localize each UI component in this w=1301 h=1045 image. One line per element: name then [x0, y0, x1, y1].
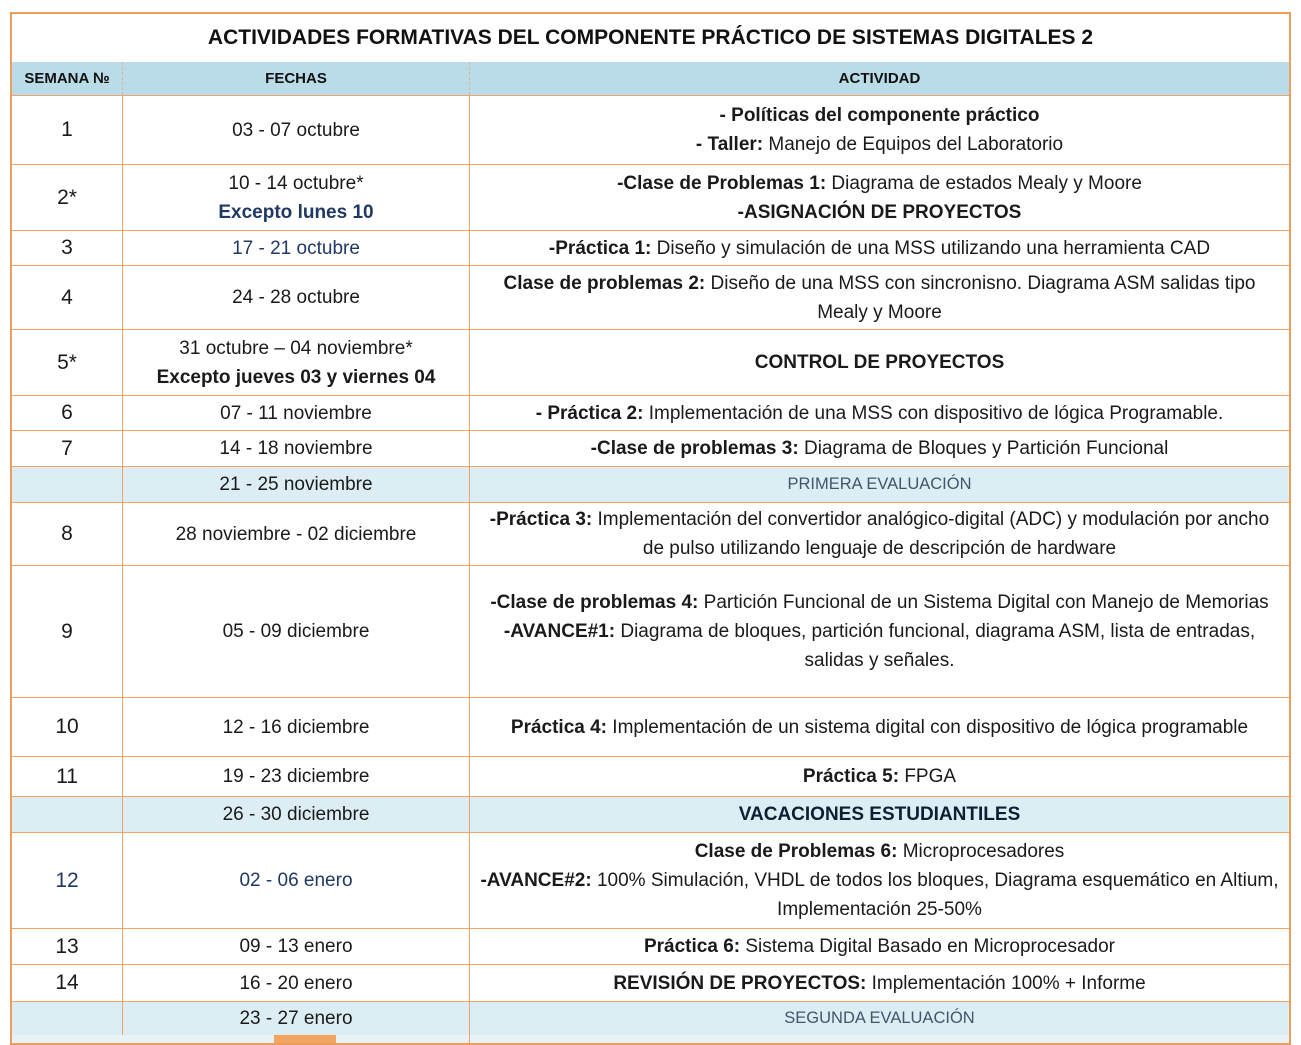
dates-cell: [122, 757, 469, 796]
table-row: [12, 164, 1289, 230]
text-segment: -ASIGNACIÓN DE PROYECTOS: [737, 201, 1022, 223]
activity-line: [695, 837, 1065, 866]
text-segment: Diseño y simulación de una MSS utilizando una herramienta CAD: [651, 237, 1211, 259]
date-line: 24 - 28 octubre: [232, 287, 360, 308]
date-line: 17 - 21 octubre: [232, 237, 360, 259]
activity-line: [617, 169, 1142, 198]
table-row: [12, 466, 1289, 502]
table-row: [12, 928, 1289, 964]
activity-line: [511, 713, 1248, 742]
dates-cell: [122, 698, 469, 756]
table-row: [12, 756, 1289, 796]
table-row: [12, 230, 1289, 265]
text-segment: Práctica 6:: [643, 936, 741, 957]
text-segment: Microprocesadores: [897, 841, 1065, 862]
week-cell: 10: [55, 715, 79, 738]
activity-cell: [469, 330, 1289, 395]
column-header-fechas: FECHAS: [122, 62, 469, 95]
date-line: 12 - 16 diciembre: [222, 716, 370, 738]
text-segment: Clase de problemas 2:: [503, 272, 706, 294]
page-title: ACTIVIDADES FORMATIVAS DEL COMPONENTE PRÁCTICO DE SISTEMAS DIGITALES 2: [207, 26, 1094, 49]
text-segment: SEGUNDA EVALUACIÓN: [784, 1009, 975, 1027]
text-segment: -AVANCE#2:: [480, 870, 592, 891]
dates-cell: [122, 1002, 469, 1035]
week-cell: 5*: [57, 350, 77, 374]
week-cell: 6: [61, 401, 73, 424]
text-segment: FPGA: [899, 766, 957, 787]
text-segment: PRIMERA EVALUACIÓN: [787, 475, 972, 493]
week-cell: 12: [55, 868, 79, 892]
column-header-actividad: ACTIVIDAD: [469, 62, 1289, 95]
activity-line: [549, 234, 1210, 263]
text-segment: Sistema Digital Basado en Microprocesador: [740, 936, 1116, 957]
date-line: 10 - 14 octubre*: [228, 172, 364, 194]
table-row: [12, 502, 1289, 565]
activity-cell: [469, 266, 1289, 329]
table-row: [12, 565, 1289, 697]
dates-cell: [122, 96, 469, 164]
dates-cell: [122, 566, 469, 697]
text-segment: - Políticas del componente práctico: [719, 105, 1040, 126]
activity-cell: [469, 797, 1289, 832]
text-segment: -Práctica 3:: [489, 509, 593, 530]
week-cell: 4: [61, 285, 73, 309]
activity-line: [784, 1004, 974, 1033]
activity-line: [788, 470, 972, 499]
date-line: 23 - 27 enero: [239, 1008, 353, 1029]
schedule-document: [10, 12, 1291, 1045]
text-segment: Implementación del convertidor analógico-digital (ADC) y modulación por ancho de pulso utilizando lenguaje de descripción de hardware: [592, 509, 1270, 559]
week-cell: 8: [61, 522, 73, 545]
dates-cell: [122, 929, 469, 964]
date-line: 21 - 25 noviembre: [219, 474, 373, 495]
week-cell: 2*: [57, 185, 77, 209]
activity-line: [478, 505, 1281, 563]
column-divider-fragment: [469, 1035, 470, 1043]
table-row: [12, 95, 1289, 164]
date-line: 31 octubre – 04 noviembre*: [179, 337, 413, 359]
activity-line: [478, 269, 1281, 327]
activity-line: [696, 130, 1063, 159]
text-segment: - Práctica 2:: [535, 402, 644, 424]
date-line: 09 - 13 enero: [239, 936, 353, 957]
table-row: [12, 1001, 1289, 1035]
activity-line: [490, 588, 1268, 617]
activity-cell: [469, 566, 1289, 697]
activity-cell: [469, 503, 1289, 565]
text-segment: Diagrama de bloques, partición funcional, diagrama ASM, lista de entradas, salidas y señales.: [615, 621, 1256, 671]
text-segment: Práctica 4:: [510, 716, 608, 738]
date-line: 16 - 20 enero: [239, 972, 353, 994]
dates-cell: [122, 965, 469, 1001]
activity-cell: [469, 96, 1289, 164]
week-cell: 3: [61, 236, 73, 259]
dates-cell: [122, 431, 469, 466]
activity-cell: [469, 929, 1289, 964]
date-line: Excepto jueves 03 y viernes 04: [156, 366, 436, 388]
table-header-row: [12, 62, 1289, 95]
activity-cell: [469, 431, 1289, 466]
date-line: 07 - 11 noviembre: [220, 402, 372, 424]
column-header-semana: SEMANA №: [24, 70, 110, 87]
text-segment: Implementación 100% + Informe: [866, 972, 1146, 994]
table-row: [12, 265, 1289, 329]
date-line: 02 - 06 enero: [239, 870, 353, 891]
dates-cell: [122, 330, 469, 395]
activity-cell: [469, 833, 1289, 928]
text-segment: -Práctica 1:: [548, 237, 652, 259]
date-line: 05 - 09 diciembre: [222, 621, 370, 642]
text-segment: Diagrama de estados Mealy y Moore: [826, 172, 1142, 194]
activity-line: [613, 969, 1145, 998]
dates-cell: [122, 503, 469, 565]
text-segment: 100% Simulación, VHDL de todos los bloques, Diagrama esquemático en Altium, Implementación 25-50%: [591, 870, 1279, 920]
week-cell: 14: [55, 971, 79, 994]
dates-cell: [122, 396, 469, 430]
activity-line: [536, 399, 1224, 428]
activity-line: [755, 348, 1005, 377]
week-cell: 1: [61, 118, 73, 141]
text-segment: Clase de Problemas 6:: [694, 841, 898, 862]
date-line: 19 - 23 diciembre: [222, 766, 370, 787]
orange-cell-fragment: [274, 1035, 336, 1043]
activity-line: [738, 198, 1022, 227]
text-segment: Implementación de un sistema digital con dispositivo de lógica programable: [607, 716, 1249, 738]
activity-cell: [469, 396, 1289, 430]
dates-cell: [122, 165, 469, 230]
activity-line: [591, 434, 1169, 463]
activity-line: [803, 762, 956, 791]
dates-cell: [122, 266, 469, 329]
activity-cell: [469, 698, 1289, 756]
week-cell: 7: [61, 436, 73, 460]
text-segment: Partición Funcional de un Sistema Digital con Manejo de Memorias: [698, 592, 1269, 613]
week-cell: 9: [61, 619, 73, 643]
table-row: [12, 832, 1289, 928]
text-segment: -Clase de problemas 4:: [490, 592, 699, 613]
dates-cell: [122, 833, 469, 928]
text-segment: -Clase de Problemas 1:: [617, 172, 827, 194]
text-segment: Práctica 5:: [802, 766, 900, 787]
activity-cell: [469, 467, 1289, 502]
table-body: [12, 95, 1289, 1035]
date-line: 26 - 30 diciembre: [222, 804, 370, 825]
week-cell: 11: [56, 764, 78, 788]
table-row: [12, 329, 1289, 395]
table-row: [12, 395, 1289, 430]
week-cell: [12, 797, 122, 832]
week-cell: 13: [55, 934, 79, 958]
date-line: 28 noviembre - 02 diciembre: [175, 523, 417, 545]
activity-cell: [469, 965, 1289, 1001]
table-row: [12, 430, 1289, 466]
dates-cell: [122, 231, 469, 265]
activity-line: [644, 932, 1115, 961]
activity-line: [478, 617, 1281, 675]
text-segment: -AVANCE#1:: [503, 621, 616, 642]
date-line: 03 - 07 octubre: [232, 119, 360, 141]
activity-line: [720, 101, 1040, 130]
activities-table: [10, 12, 1291, 1045]
text-segment: Diagrama de Bloques y Partición Funcional: [798, 438, 1169, 459]
text-segment: Diseño de una MSS con sincronisno. Diagrama ASM salidas tipo Mealy y Moore: [705, 272, 1256, 323]
text-segment: Manejo de Equipos del Laboratorio: [763, 134, 1064, 155]
week-cell: [12, 1002, 122, 1035]
partial-next-row-strip: [12, 1035, 1289, 1043]
text-segment: CONTROL DE PROYECTOS: [754, 352, 1005, 373]
text-segment: -Clase de problemas 3:: [590, 438, 799, 459]
table-row: [12, 964, 1289, 1001]
text-segment: Implementación de una MSS con dispositivo de lógica Programable.: [643, 402, 1224, 424]
text-segment: - Taller:: [695, 134, 764, 155]
activity-cell: [469, 1002, 1289, 1035]
text-segment: REVISIÓN DE PROYECTOS:: [613, 972, 867, 994]
activity-cell: [469, 165, 1289, 230]
date-line: Excepto lunes 10: [218, 201, 374, 223]
week-cell: [12, 467, 122, 502]
text-segment: VACACIONES ESTUDIANTILES: [738, 804, 1021, 825]
table-row: [12, 697, 1289, 756]
activity-line: [478, 866, 1281, 924]
activity-cell: [469, 231, 1289, 265]
activity-line: [739, 800, 1021, 829]
date-line: 14 - 18 noviembre: [219, 438, 373, 459]
dates-cell: [122, 467, 469, 502]
activity-cell: [469, 757, 1289, 796]
table-row: [12, 796, 1289, 832]
dates-cell: [122, 797, 469, 832]
